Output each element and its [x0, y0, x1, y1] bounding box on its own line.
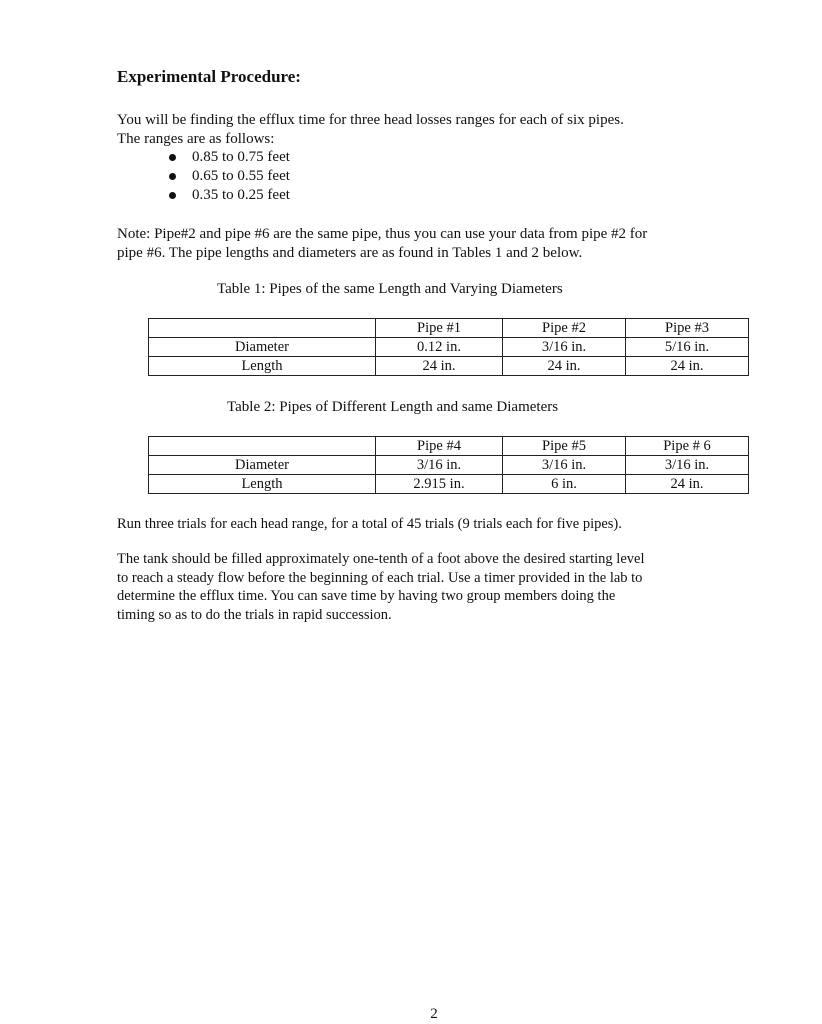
bullet-icon — [169, 154, 176, 161]
table-cell: Diameter — [149, 338, 376, 357]
table-cell: Pipe #2 — [503, 319, 626, 338]
trials-paragraph: Run three trials for each head range, for a total of 45 trials (9 trials each for five pipes). — [117, 516, 622, 532]
note-paragraph — [117, 225, 717, 263]
table-cell: 24 in. — [626, 357, 749, 376]
table-row — [149, 338, 749, 357]
page-number: 2 — [430, 1006, 438, 1022]
table-cell: 3/16 in. — [503, 456, 626, 475]
bullet-icon — [169, 192, 176, 199]
table-cell: Diameter — [149, 456, 376, 475]
range-text: 0.65 to 0.55 feet — [192, 168, 290, 184]
table-cell: 2.915 in. — [376, 475, 503, 494]
intro-line: The ranges are as follows: — [117, 131, 275, 147]
list-item — [150, 167, 290, 186]
head-range-list — [150, 148, 290, 205]
tank-paragraph — [117, 550, 757, 624]
table-cell — [149, 319, 376, 338]
table-header-row — [149, 437, 749, 456]
table-cell: 24 in. — [376, 357, 503, 376]
list-item — [150, 186, 290, 205]
table-cell — [149, 437, 376, 456]
tank-line: timing so as to do the trials in rapid succession. — [117, 606, 392, 623]
table-cell: Pipe # 6 — [626, 437, 749, 456]
table-cell: 3/16 in. — [376, 456, 503, 475]
table-cell: Length — [149, 475, 376, 494]
table-cell: Pipe #1 — [376, 319, 503, 338]
table-row — [149, 475, 749, 494]
table-cell: Pipe #5 — [503, 437, 626, 456]
tank-line: The tank should be filled approximately one-tenth of a foot above the desired starting level — [117, 551, 645, 567]
tank-line: to reach a steady flow before the beginning of each trial. Use a timer provided in the lab to — [117, 569, 643, 586]
table2 — [148, 436, 749, 494]
table1-caption: Table 1: Pipes of the same Length and Varying Diameters — [217, 281, 563, 297]
table-cell: 3/16 in. — [626, 456, 749, 475]
table-cell: Pipe #3 — [626, 319, 749, 338]
intro-paragraph — [117, 111, 717, 149]
table-cell: 24 in. — [626, 475, 749, 494]
table1 — [148, 318, 749, 376]
note-line: Note: Pipe#2 and pipe #6 are the same pipe, thus you can use your data from pipe #2 for — [117, 226, 648, 242]
tank-line: determine the efflux time. You can save time by having two group members doing the — [117, 588, 616, 604]
note-line: pipe #6. The pipe lengths and diameters are as found in Tables 1 and 2 below. — [117, 245, 583, 261]
bullet-icon — [169, 173, 176, 180]
table-cell: 24 in. — [503, 357, 626, 376]
table2-caption: Table 2: Pipes of Different Length and same Diameters — [227, 399, 559, 415]
intro-line: You will be finding the efflux time for three head losses ranges for each of six pipes. — [117, 112, 624, 128]
table-cell: 5/16 in. — [626, 338, 749, 357]
table-cell: Pipe #4 — [376, 437, 503, 456]
range-text: 0.85 to 0.75 feet — [192, 149, 290, 165]
table-cell: 6 in. — [503, 475, 626, 494]
list-item — [150, 148, 290, 167]
table-cell: 3/16 in. — [503, 338, 626, 357]
table-row — [149, 357, 749, 376]
table-cell: Length — [149, 357, 376, 376]
table-cell: 0.12 in. — [376, 338, 503, 357]
section-heading: Experimental Procedure: — [117, 67, 301, 86]
range-text: 0.35 to 0.25 feet — [192, 187, 290, 203]
table-header-row — [149, 319, 749, 338]
table-row — [149, 456, 749, 475]
